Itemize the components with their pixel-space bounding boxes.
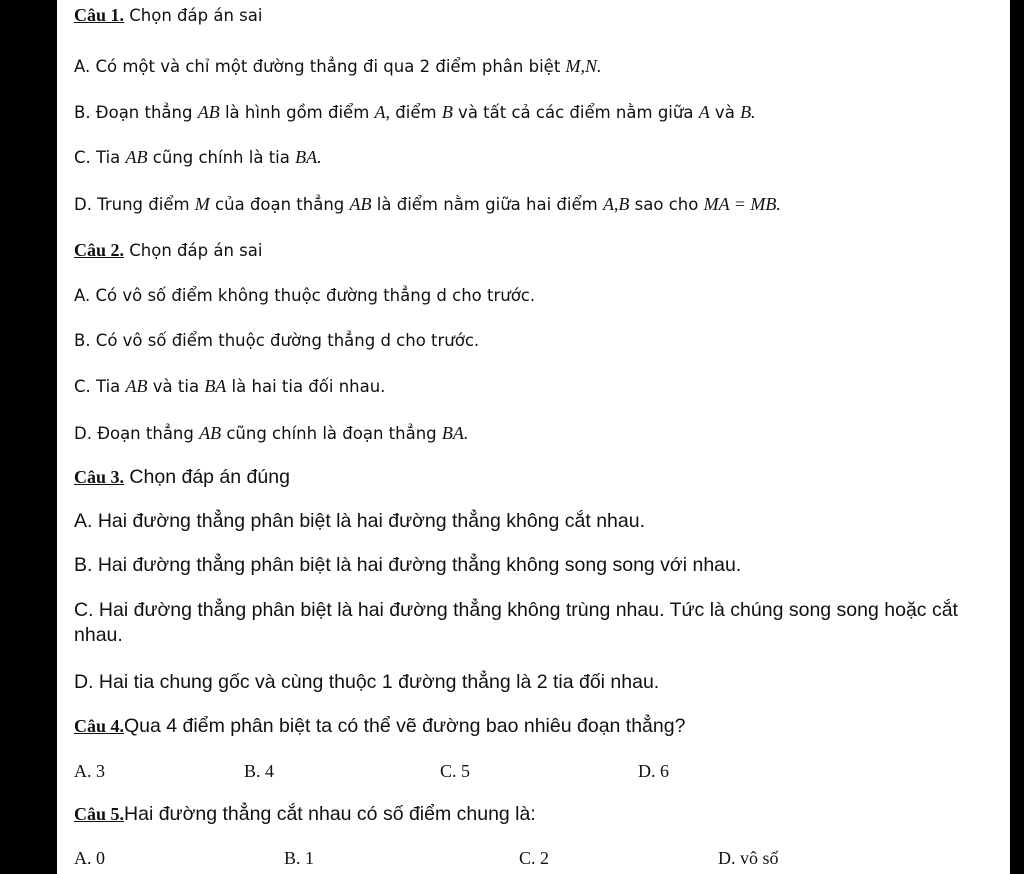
question-5-prompt: Hai đường thẳng cắt nhau có số điểm chung là: (124, 803, 536, 825)
q1-b-text-5: và (709, 103, 741, 122)
q1-b-math-4: A (698, 102, 710, 122)
q1-b-text-4: và tất cả các điểm nằm giữa (452, 103, 699, 122)
q2-option-d (74, 422, 468, 445)
q1-c-math-1: AB (125, 147, 148, 167)
q1-b-math-2: A, (374, 102, 391, 122)
q4-option-b: B. 4 (244, 761, 275, 781)
question-2-title (74, 239, 262, 262)
q3-option-c: C. Hai đường thẳng phân biệt là hai đường thẳng không trùng nhau. Tức là chúng song song hoặc cắt nhau. (74, 599, 958, 646)
q3-option-d: D. Hai tia chung gốc và cùng thuộc 1 đường thẳng là 2 tia đối nhau. (74, 671, 660, 693)
q1-d-math-1: M (194, 194, 210, 214)
question-3-title (74, 466, 290, 488)
q2-c-math-1: AB (125, 376, 148, 396)
q1-a-text: A. Có một và chỉ một đường thẳng đi qua 2 điểm phân biệt (74, 57, 566, 76)
q2-c-math-2: BA (204, 376, 227, 396)
q1-d-math-4: MA = MB. (703, 194, 781, 214)
q2-c-text-3: là hai tia đối nhau. (226, 377, 386, 396)
q2-c-text-2: và tia (147, 377, 205, 396)
question-5-label: Câu 5. (74, 804, 125, 824)
q1-option-c (74, 146, 322, 169)
question-3-prompt: Chọn đáp án đúng (124, 466, 290, 488)
q4-option-c: C. 5 (440, 761, 471, 781)
q2-c-text-1: C. Tia (74, 377, 126, 396)
q1-c-math-2: BA. (295, 147, 322, 167)
q5-option-c: C. 2 (519, 848, 550, 868)
question-1-title (74, 4, 262, 27)
question-3-label: Câu 3. (74, 467, 125, 487)
question-4-prompt: Qua 4 điểm phân biệt ta có thể vẽ đường bao nhiêu đoạn thẳng? (124, 715, 686, 737)
q2-d-math-2: BA. (441, 423, 469, 443)
q2-d-math-1: AB (199, 423, 222, 443)
q1-d-math-2: AB (349, 194, 372, 214)
q2-option-b: B. Có vô số điểm thuộc đường thẳng d cho trước. (74, 331, 480, 350)
q1-a-math: M,N. (565, 56, 602, 76)
q4-option-a: A. 3 (74, 761, 105, 781)
q1-option-b (74, 101, 756, 124)
q1-d-text-2: của đoạn thẳng (209, 195, 350, 214)
q1-b-math-1: AB (197, 102, 220, 122)
q5-option-b: B. 1 (284, 848, 315, 868)
q1-d-text-1: D. Trung điểm (74, 195, 195, 214)
q2-d-text-2: cũng chính là đoạn thẳng (221, 424, 442, 443)
question-4-title (74, 715, 685, 737)
question-1-label: Câu 1. (74, 5, 125, 25)
q1-option-d (74, 193, 781, 216)
q1-c-text-2: cũng chính là tia (147, 148, 296, 167)
q2-d-text-1: D. Đoạn thẳng (74, 424, 200, 443)
q3-option-b: B. Hai đường thẳng phân biệt là hai đường thẳng không song song với nhau. (74, 554, 742, 576)
q1-d-text-3: là điểm nằm giữa hai điểm (371, 195, 603, 214)
q1-b-text-1: B. Đoạn thẳng (74, 103, 198, 122)
q1-d-math-3: A,B (602, 194, 630, 214)
q1-c-text-1: C. Tia (74, 148, 126, 167)
q4-option-d: D. 6 (638, 761, 669, 781)
question-5-title (74, 803, 536, 825)
q1-b-text-3: điểm (390, 103, 442, 122)
q2-option-a: A. Có vô số điểm không thuộc đường thẳng d cho trước. (74, 286, 536, 305)
question-1-prompt: Chọn đáp án sai (124, 6, 263, 25)
q3-option-a: A. Hai đường thẳng phân biệt là hai đường thẳng không cắt nhau. (74, 510, 646, 532)
question-4-label: Câu 4. (74, 716, 125, 736)
q1-d-text-4: sao cho (629, 195, 704, 214)
q1-b-math-5: B. (740, 102, 756, 122)
q5-option-a: A. 0 (74, 848, 105, 868)
q5-option-d: D. vô số (718, 848, 779, 868)
q2-option-c (74, 375, 385, 398)
q1-b-text-2: là hình gồm điểm (219, 103, 375, 122)
question-2-prompt: Chọn đáp án sai (124, 241, 263, 260)
document-page (57, 0, 1010, 874)
q1-b-math-3: B (441, 102, 453, 122)
q1-option-a (74, 55, 602, 78)
question-2-label: Câu 2. (74, 240, 125, 260)
